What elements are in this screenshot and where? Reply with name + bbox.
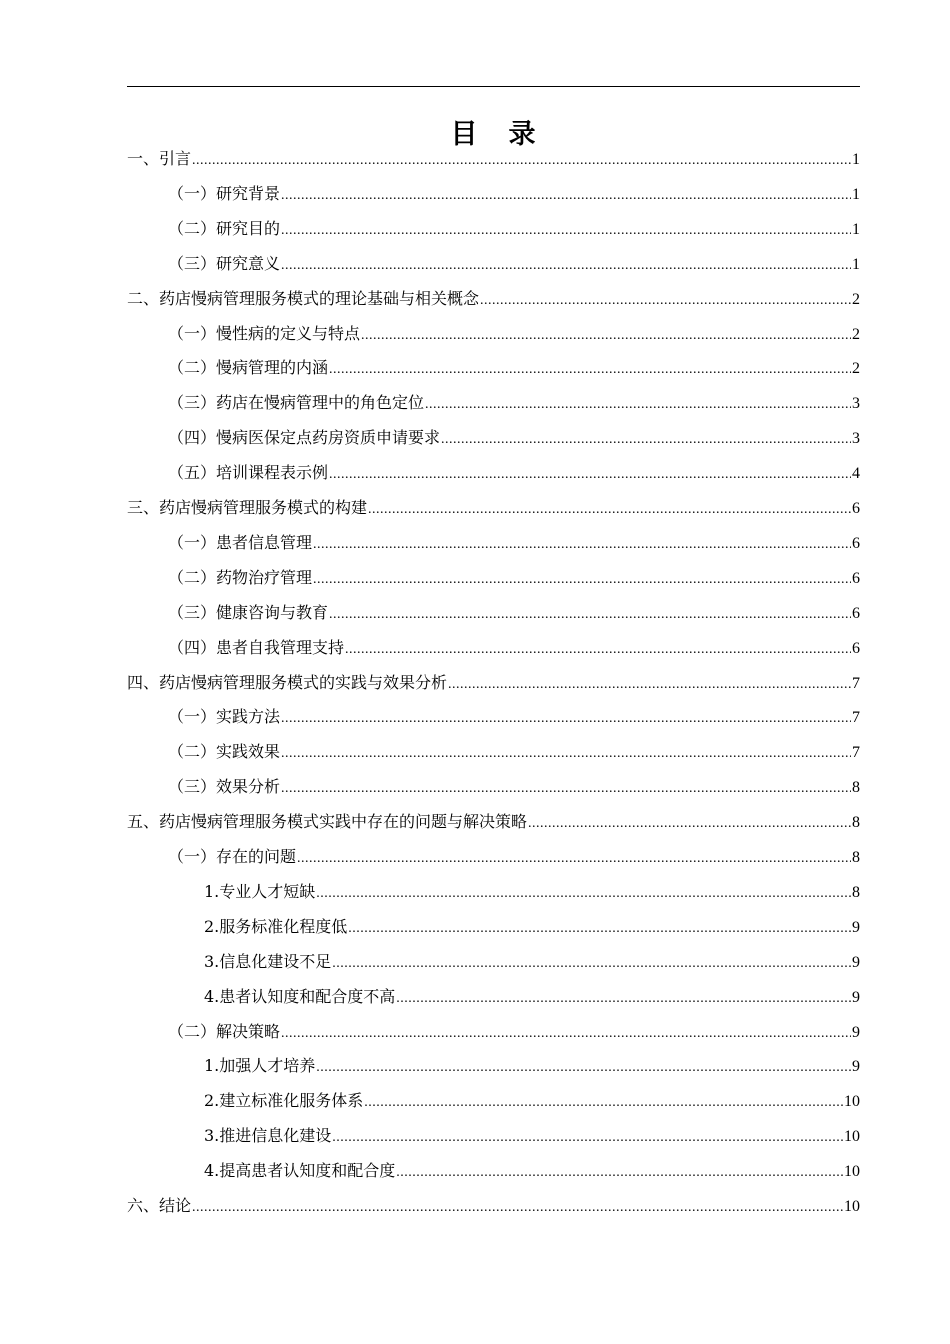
toc-leader-dots	[192, 1200, 843, 1216]
toc-entry[interactable]	[204, 1158, 860, 1186]
toc-entry[interactable]	[168, 390, 860, 418]
toc-leader-dots	[332, 956, 851, 972]
toc-entry[interactable]	[204, 914, 860, 942]
toc-entry-page-number: 7	[852, 744, 860, 762]
toc-entry[interactable]	[204, 949, 860, 977]
toc-entry-page-number: 3	[852, 395, 860, 413]
toc-leader-dots	[364, 1095, 843, 1111]
toc-entry-page-number: 6	[852, 569, 860, 587]
toc-entry-page-number: 7	[852, 709, 860, 727]
toc-entry-label: （一）慢性病的定义与特点	[168, 323, 361, 343]
toc-leader-dots	[281, 223, 851, 239]
toc-entry[interactable]	[204, 1053, 860, 1081]
toc-leader-dots	[281, 258, 851, 274]
toc-entry[interactable]	[127, 809, 860, 837]
toc-entry-page-number: 1	[852, 255, 860, 273]
toc-entry-page-number: 3	[852, 430, 860, 448]
toc-entry-page-number: 2	[852, 290, 860, 308]
toc-leader-dots	[313, 572, 851, 588]
toc-entry[interactable]	[168, 355, 860, 383]
toc-entry-page-number: 10	[844, 1093, 860, 1111]
toc-entry-label: 2.建立标准化服务体系	[204, 1091, 364, 1111]
toc-entry-page-number: 1	[852, 151, 860, 168]
toc-entry[interactable]	[168, 600, 860, 628]
toc-entry-page-number: 2	[852, 325, 860, 343]
toc-entry[interactable]	[127, 670, 860, 698]
toc-entry-label: （四）患者自我管理支持	[168, 637, 345, 657]
header-rule	[127, 86, 860, 87]
toc-entry-label: 三、药店慢病管理服务模式的构建	[127, 498, 368, 517]
toc-entry-label: 4.患者认知度和配合度不高	[204, 986, 396, 1006]
toc-leader-dots	[329, 607, 851, 623]
toc-entry-label: 3.推进信息化建设	[204, 1126, 332, 1146]
toc-entry-label: 一、引言	[127, 149, 192, 168]
toc-entry[interactable]	[204, 1123, 860, 1151]
toc-entry[interactable]	[168, 774, 860, 802]
toc-leader-dots	[329, 467, 851, 483]
toc-entry-page-number: 10	[844, 1163, 860, 1181]
toc-entry[interactable]	[168, 739, 860, 767]
toc-entry-label: （四）慢病医保定点药房资质申请要求	[168, 428, 441, 448]
toc-entry[interactable]	[168, 1019, 860, 1047]
toc-entry-label: （一）存在的问题	[168, 847, 297, 866]
toc-leader-dots	[316, 1060, 851, 1076]
toc-entry-page-number: 9	[852, 1023, 860, 1041]
toc-entry[interactable]	[168, 321, 860, 349]
toc-entry[interactable]	[204, 1088, 860, 1116]
toc-entry-page-number: 9	[852, 988, 860, 1006]
toc-entry-label: 四、药店慢病管理服务模式的实践与效果分析	[127, 672, 448, 692]
toc-leader-dots	[281, 711, 851, 727]
toc-leader-dots	[313, 537, 851, 553]
toc-entry-page-number: 8	[852, 779, 860, 797]
toc-entry[interactable]	[168, 425, 860, 453]
toc-entry[interactable]	[168, 460, 860, 488]
toc-entry-label: 1.加强人才培养	[204, 1056, 316, 1076]
toc-entry-label: （三）研究意义	[168, 253, 281, 273]
toc-entry[interactable]	[204, 879, 860, 907]
toc-entry-page-number: 6	[852, 500, 860, 517]
toc-entry-label: （一）实践方法	[168, 707, 281, 727]
toc-leader-dots	[281, 746, 851, 762]
toc-entry-page-number: 10	[844, 1128, 860, 1146]
toc-entry-label: （二）药物治疗管理	[168, 567, 313, 587]
toc-entry[interactable]	[168, 635, 860, 663]
toc-entry-page-number: 8	[852, 814, 860, 832]
toc-entry[interactable]	[204, 984, 860, 1012]
toc-entry[interactable]	[168, 844, 860, 872]
toc-leader-dots	[396, 991, 851, 1007]
toc-entry-page-number: 2	[852, 360, 860, 378]
toc-leader-dots	[528, 816, 851, 832]
toc-entry-label: 二、药店慢病管理服务模式的理论基础与相关概念	[127, 288, 480, 308]
toc-leader-dots	[480, 293, 851, 309]
toc-entry-label: （五）培训课程表示例	[168, 463, 329, 483]
toc-leader-dots	[192, 153, 851, 169]
toc-entry[interactable]	[168, 216, 860, 244]
toc-entry-label: 1.专业人才短缺	[204, 881, 316, 901]
toc-leader-dots	[316, 886, 851, 902]
toc-entry-label: （二）解决策略	[168, 1021, 281, 1041]
toc-entry[interactable]	[127, 495, 860, 523]
toc-entry-label: 2.服务标准化程度低	[204, 916, 348, 936]
toc-leader-dots	[396, 1165, 843, 1181]
toc-leader-dots	[297, 851, 851, 867]
toc-leader-dots	[281, 188, 851, 204]
toc-entry-page-number: 6	[852, 604, 860, 622]
toc-leader-dots	[361, 328, 851, 344]
toc-entry-page-number: 8	[852, 849, 860, 866]
toc-entry-label: （一）研究背景	[168, 183, 281, 203]
toc-entry[interactable]	[168, 565, 860, 593]
toc-entry-label: 4.提高患者认知度和配合度	[204, 1161, 396, 1181]
toc-entry[interactable]	[127, 286, 860, 314]
toc-entry-page-number: 9	[852, 953, 860, 971]
toc-entry-page-number: 4	[852, 465, 860, 483]
toc-leader-dots	[425, 397, 851, 413]
toc-entry[interactable]	[127, 1193, 860, 1221]
toc-entry[interactable]	[168, 530, 860, 558]
toc-entry-label: （三）健康咨询与教育	[168, 602, 329, 622]
toc-entry-page-number: 6	[852, 534, 860, 552]
toc-leader-dots	[281, 781, 851, 797]
toc-entry[interactable]	[127, 146, 860, 174]
toc-entry-page-number: 1	[852, 185, 860, 203]
toc-entry-label: （三）效果分析	[168, 777, 281, 797]
toc-entry-label: （二）慢病管理的内涵	[168, 358, 329, 378]
toc-entry[interactable]	[168, 181, 860, 209]
toc-entry-page-number: 10	[844, 1198, 860, 1215]
toc-entry-label: 六、结论	[127, 1196, 192, 1215]
toc-entry-label: （二）研究目的	[168, 218, 281, 238]
toc-entry[interactable]	[168, 251, 860, 279]
toc-leader-dots	[448, 677, 851, 693]
toc-leader-dots	[329, 362, 851, 378]
toc-entry-page-number: 9	[852, 918, 860, 936]
toc-entry-page-number: 9	[852, 1058, 860, 1076]
toc-entry-page-number: 1	[852, 220, 860, 238]
toc-leader-dots	[348, 921, 851, 937]
toc-leader-dots	[368, 502, 851, 518]
toc-entry-label: 3.信息化建设不足	[204, 951, 332, 971]
toc-leader-dots	[332, 1130, 843, 1146]
toc-entry-label: （一）患者信息管理	[168, 532, 313, 552]
toc-entry-page-number: 6	[852, 639, 860, 657]
toc-entry-label: （二）实践效果	[168, 742, 281, 762]
toc-entry-page-number: 8	[852, 883, 860, 901]
toc-entry[interactable]	[168, 704, 860, 732]
toc-title: 目 录	[450, 119, 538, 150]
toc-leader-dots	[441, 432, 851, 448]
toc-entry-page-number: 7	[852, 674, 860, 692]
toc-entry-label: 五、药店慢病管理服务模式实践中存在的问题与解决策略	[127, 812, 528, 832]
toc-entry-label: （三）药店在慢病管理中的角色定位	[168, 393, 425, 413]
toc-leader-dots	[345, 642, 851, 658]
toc-leader-dots	[281, 1026, 851, 1042]
